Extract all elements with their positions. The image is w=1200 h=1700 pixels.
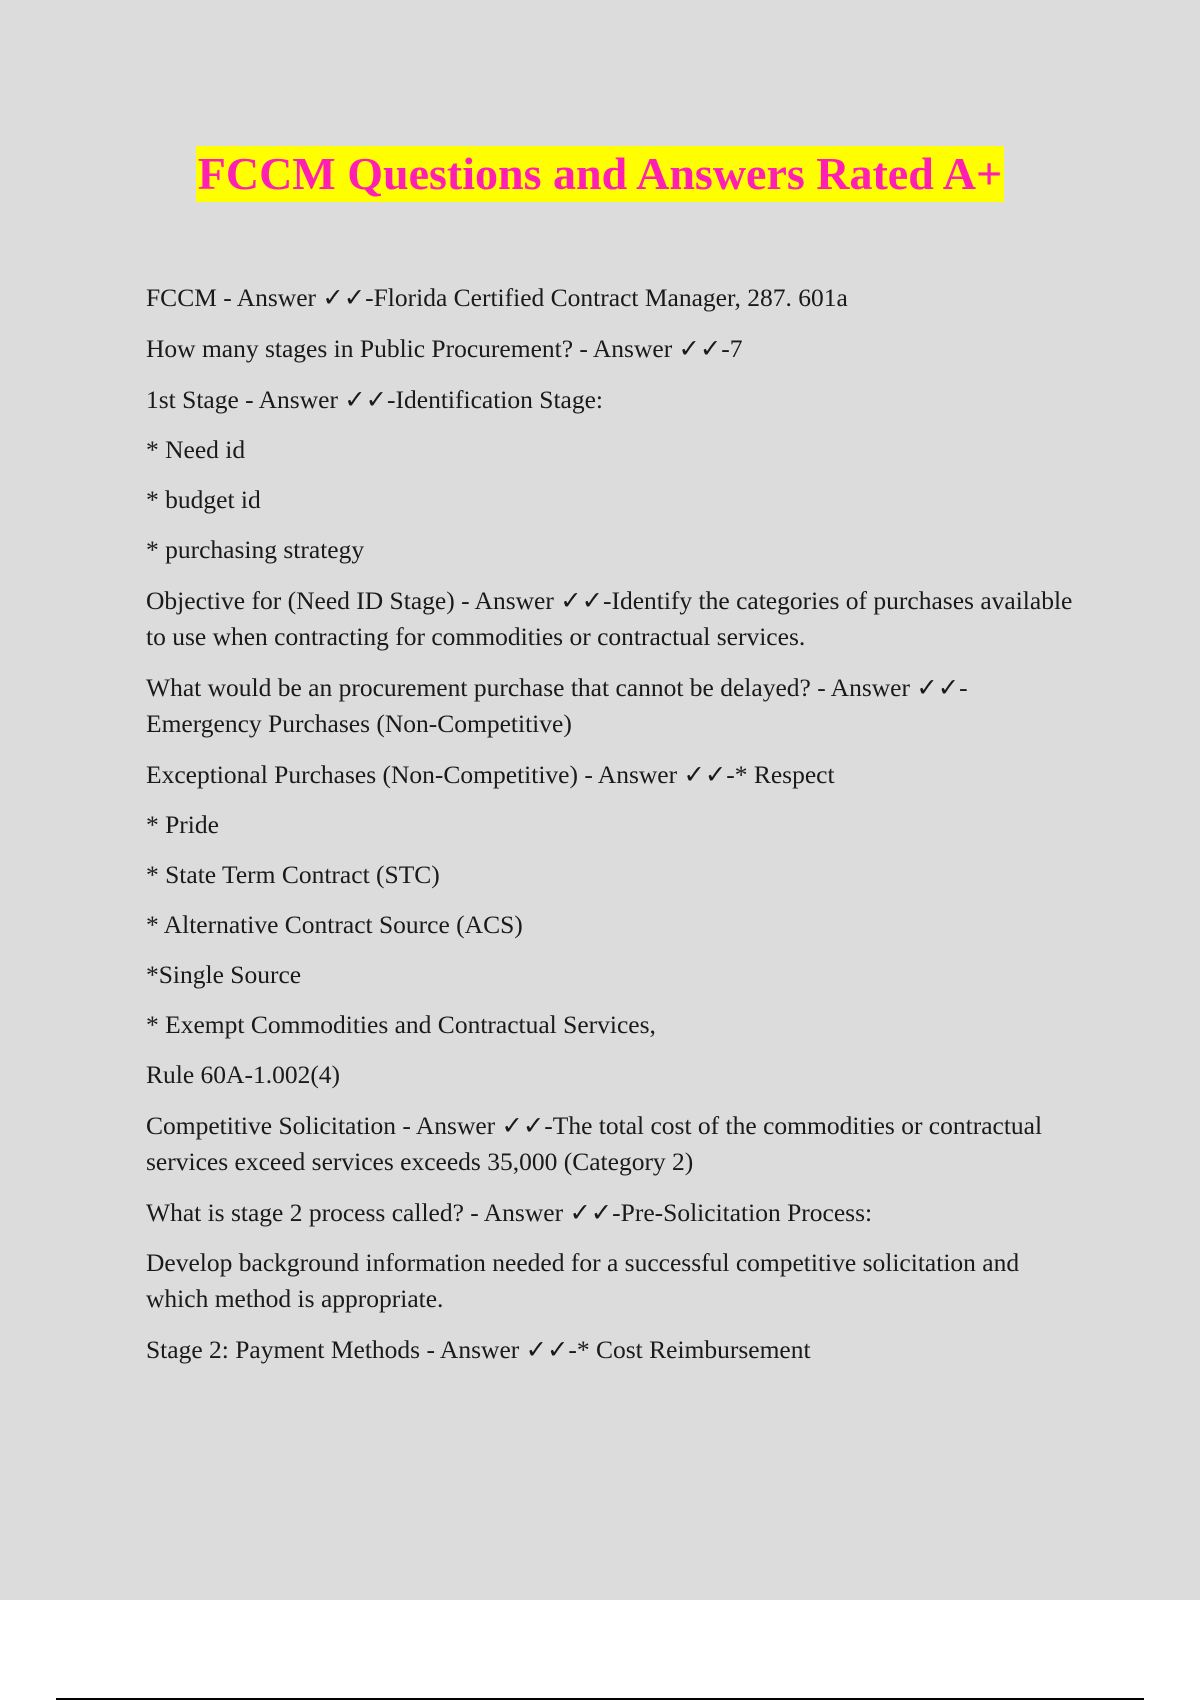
list-item-state-term-contract: * State Term Contract (STC)	[146, 860, 440, 889]
paragraph-payment-methods: Stage 2: Payment Methods - Answer ✓✓-* Cost Reimbursement	[146, 1335, 811, 1364]
paragraph-need-id-objective: Objective for (Need ID Stage) - Answer ✓✓-Identify the categories of purchases available to use when contracting for commodities or contractual services.	[146, 586, 1073, 651]
list-item-single-source: *Single Source	[146, 960, 302, 989]
paragraph-background-information: Develop background information needed for a successful competitive solicitation and which method is appropriate.	[146, 1248, 1020, 1313]
paragraph-competitive-solicitation: Competitive Solicitation - Answer ✓✓-The total cost of the commodities or contractual services exceed services exceeds 35,000 (Category 2)	[146, 1111, 1043, 1176]
paragraph-first-stage: 1st Stage - Answer ✓✓-Identification Stage:	[146, 385, 604, 414]
document-body	[146, 280, 1076, 1368]
page-title: FCCM Questions and Answers Rated A+	[196, 146, 1004, 202]
paragraph-exceptional-purchases: Exceptional Purchases (Non-Competitive) - Answer ✓✓-* Respect	[146, 760, 835, 789]
list-item-budget-id: * budget id	[146, 485, 261, 514]
paragraph-emergency-purchases: What would be an procurement purchase that cannot be delayed? - Answer ✓✓- Emergency Purchases (Non-Competitive)	[146, 673, 968, 738]
title-container	[0, 146, 1200, 202]
paragraph-fccm: FCCM - Answer ✓✓-Florida Certified Contract Manager, 287. 601a	[146, 283, 848, 312]
paragraph-stages-count: How many stages in Public Procurement? - Answer ✓✓-7	[146, 334, 743, 363]
list-item-pride: * Pride	[146, 810, 219, 839]
list-item-need-id: * Need id	[146, 435, 246, 464]
paragraph-stage-two-process: What is stage 2 process called? - Answer ✓✓-Pre-Solicitation Process:	[146, 1198, 873, 1227]
list-item-exempt-commodities: * Exempt Commodities and Contractual Services,	[146, 1010, 656, 1039]
paragraph-rule-reference: Rule 60A-1.002(4)	[146, 1060, 341, 1089]
list-item-alternative-contract-source: * Alternative Contract Source (ACS)	[146, 910, 523, 939]
list-item-purchasing-strategy: * purchasing strategy	[146, 535, 365, 564]
